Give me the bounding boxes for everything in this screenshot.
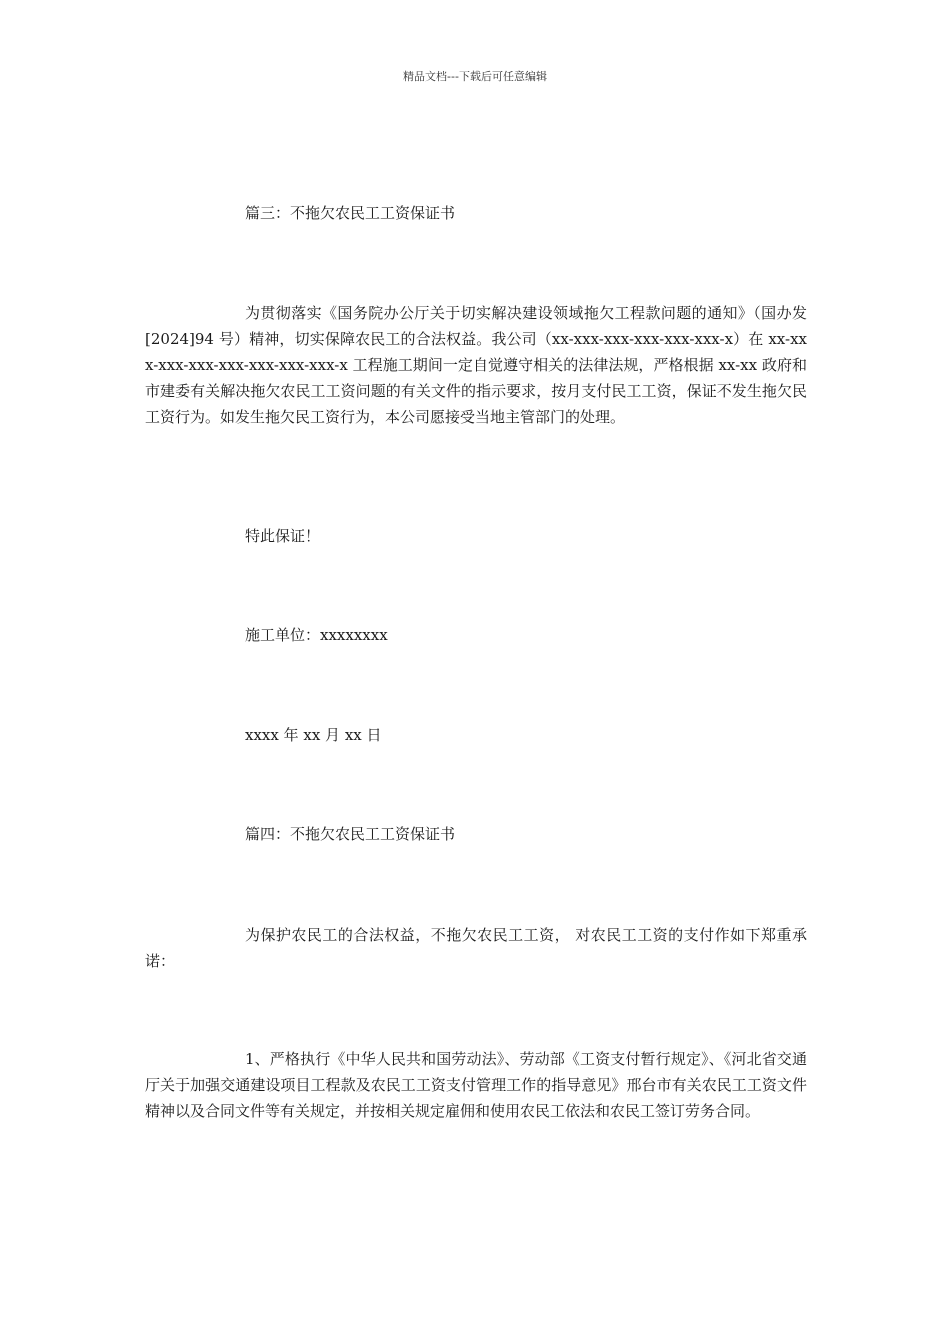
signing-date: xxxx 年 xx 月 xx 日 xyxy=(245,726,382,744)
section4-item-1: 1、严格执行《中华人民共和国劳动法》、劳动部《工资支付暂行规定》、《河北省交通厅关于加强交通建设项目工程款及农民工工资支付管理工作的指导意见》邢台市有关农民工工资文件精神以及合同文件等有关规定，并按相关规定雇佣和使用农民工依法和农民工签订劳务合同。 xyxy=(145,1050,807,1120)
section3-title: 篇三：不拖欠农民工工资保证书 xyxy=(245,204,456,222)
page-header: 精品文档---下载后可任意编辑 xyxy=(403,70,547,83)
section4-title: 篇四：不拖欠农民工工资保证书 xyxy=(245,825,456,843)
section3-body: 为贯彻落实《国务院办公厅关于切实解决建设领域拖欠工程款问题的通知》（国办发[2024]94 号）精神，切实保障农民工的合法权益。我公司（xx-xxx-xxx-xxx-xxx-xxx-x）在 xx-xxx-xxx-xxx-xxx-xxx-xxx-xxx-x 工程施工期间一定自觉遵守相关的法律法规，严格根据 xx-xx 政府和市建委有关解决拖欠农民工工资问题的有关文件的指示要求，按月支付民工工资，保证不发生拖欠民工资行为。如发生拖欠民工资行为，本公司愿接受当地主管部门的处理。 xyxy=(145,304,807,426)
construction-unit: 施工单位：xxxxxxxx xyxy=(245,626,388,644)
guarantee-statement: 特此保证！ xyxy=(245,527,321,545)
section4-intro: 为保护农民工的合法权益，不拖欠农民工工资， 对农民工工资的支付作如下郑重承诺： xyxy=(145,926,807,970)
